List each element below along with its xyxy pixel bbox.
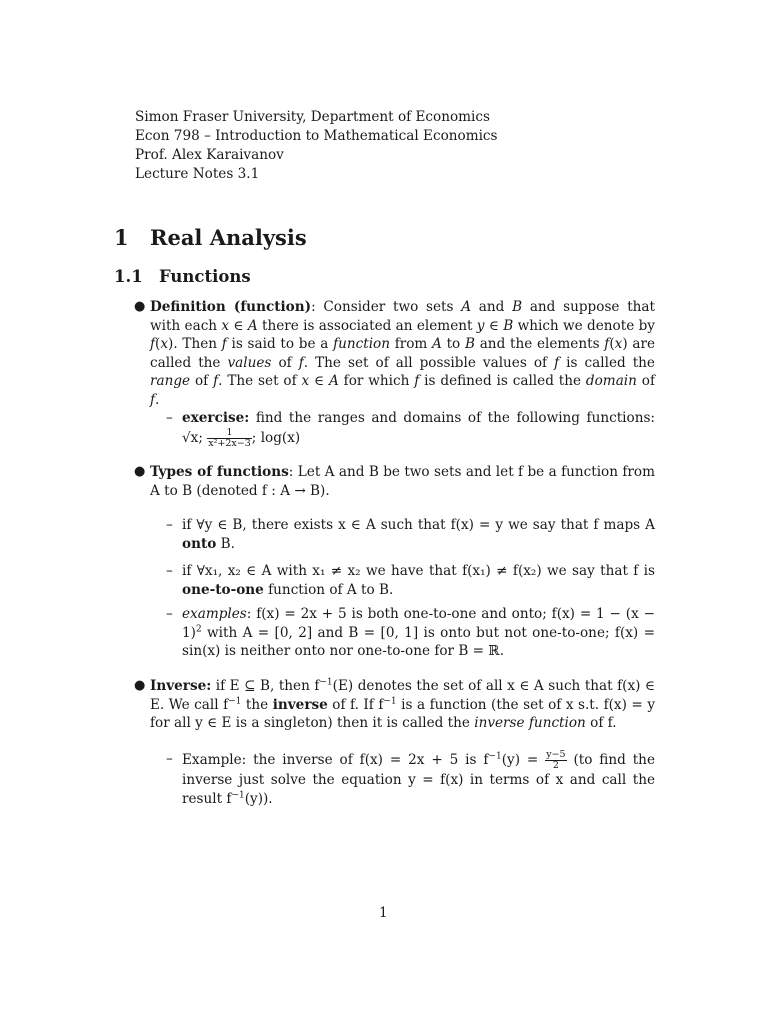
header-lecture: Lecture Notes 3.1 xyxy=(135,166,260,182)
dash-icon: – xyxy=(166,410,173,426)
header-course: Econ 798 – Introduction to Mathematical Economics xyxy=(135,128,498,144)
page-number: 1 xyxy=(379,905,388,921)
dash-icon: – xyxy=(166,517,173,533)
inverse-example-item: – Example: the inverse of f(x) = 2x + 5 is $f^{-1}(y)$ = $\frac{y-5}{2}$ (to find the inverse just solve the equation y = f(x) in terms of x and call the result $f^{-1}(y)$). xyxy=(166,749,655,807)
dash-icon: – xyxy=(166,751,173,767)
bullet-icon: ● xyxy=(134,678,146,693)
definition-term: Definition (function) xyxy=(150,299,312,315)
section-title: Real Analysis xyxy=(150,225,307,250)
bullet-icon: ● xyxy=(134,464,146,479)
definition-item: ● Definition (function): Consider two sets A and B and suppose that with each x ∈ A there is associated an element y ∈ B which we denote by f(x). Then f is said to be a function from A to B and the elements f(x) are called the values of f. The set of all possible values of f is called the range of f. The set of x ∈ A for which f is defined is called the domain of f. xyxy=(134,299,655,408)
section-number: 1 xyxy=(114,225,129,250)
examples-item: – examples: f(x) = 2x + 5 is both one-to-one and onto; $f(x) = 1 - (x - 1)^2$ with A = [0, 2] and B = [0, 1] is onto but not one-to-one; f(x) = sin(x) is neither onto nor one-to-one for B = ℝ. xyxy=(166,606,655,659)
types-item: ● Types of functions: Let A and B be two sets and let f be a function from A to B (denoted f : A → B). xyxy=(134,464,655,499)
inverse-fraction: $\frac{y-5}{2}$ xyxy=(546,749,566,771)
header-university: Simon Fraser University, Department of Economics xyxy=(135,109,490,125)
exercise-label: exercise: xyxy=(182,410,250,426)
subsection-title: Functions xyxy=(159,267,251,286)
types-term: Types of functions xyxy=(150,464,289,480)
exercise-fraction: $\frac{1}{\text{x²+2x−3}}$ xyxy=(208,426,251,449)
onto-item: – if ∀y ∈ B, there exists x ∈ A such that f(x) = y we say that f maps A onto B. xyxy=(166,517,655,552)
dash-icon: – xyxy=(166,606,173,622)
inverse-term: Inverse: xyxy=(150,678,212,694)
document-header xyxy=(135,108,498,184)
header-professor: Prof. Alex Karaivanov xyxy=(135,147,284,163)
exercise-item: – exercise: find the ranges and domains of the following functions: √x; $\frac{1}{\text{x²+2x−3}}$ ; log(x) xyxy=(166,410,655,449)
one-to-one-item: – if ∀x₁, x₂ ∈ A with x₁ ≠ x₂ we have that f(x₁) ≠ f(x₂) we say that f is one-to-one function of A to B. xyxy=(166,563,655,598)
subsection-heading xyxy=(114,267,251,286)
bullet-icon: ● xyxy=(134,299,146,314)
inverse-item: ● Inverse: if E ⊆ B, then $f^{-1}(E)$ denotes the set of all x ∈ A such that f(x) ∈ E. We call $f^{-1}$ the inverse of f. If $f^{-1}$ is a function (the set of x s.t. f(x) = y for all y ∈ E is a singleton) then it is called the inverse function of f. xyxy=(134,677,655,731)
dash-icon: – xyxy=(166,563,173,579)
subsection-number: 1.1 xyxy=(114,267,143,286)
section-heading xyxy=(114,225,307,250)
